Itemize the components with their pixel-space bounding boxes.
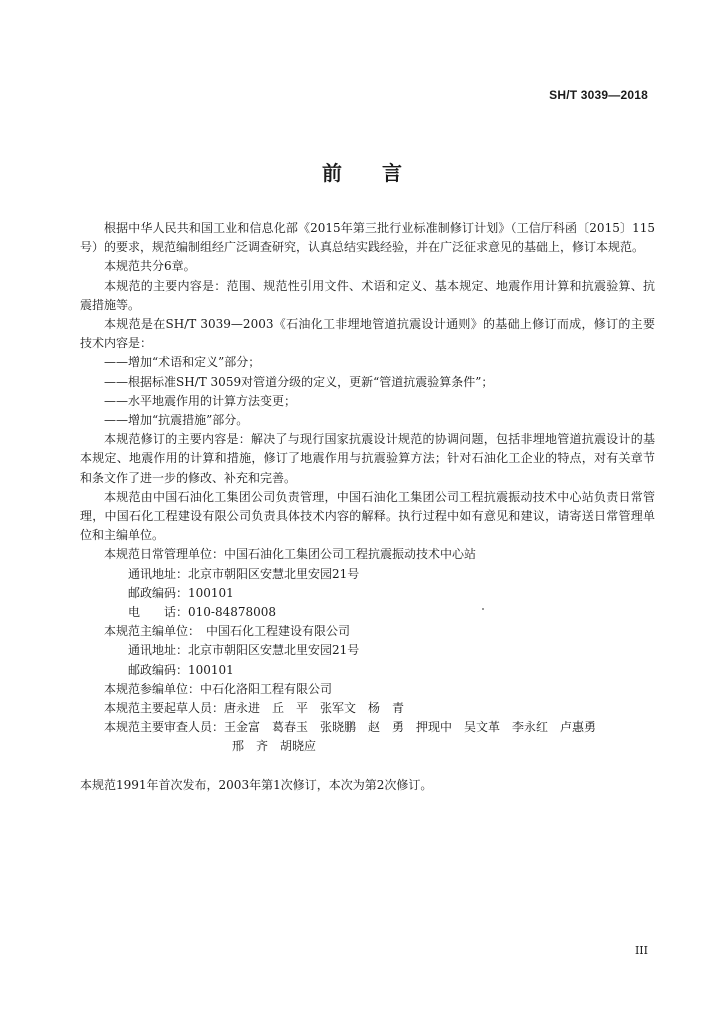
main-reviewers-continued: 邢 齐 胡晓应 bbox=[232, 739, 317, 754]
revision-item: ——增加“术语和定义”部分； bbox=[104, 355, 261, 370]
chief-address: 通讯地址：北京市朝阳区安慧北里安园21号 bbox=[128, 643, 360, 658]
release-note: 本规范1991年首次发布，2003年第1次修订，本次为第2次修订。 bbox=[80, 777, 433, 792]
daily-management-unit: 本规范日常管理单位：中国石油化工集团公司工程抗震振动技术中心站 bbox=[104, 547, 477, 562]
paragraph-scope: 本规范的主要内容是：范围、规范性引用文件、术语和定义、基本规定、地震作用计算和抗震验算、抗震措施等。 bbox=[80, 278, 655, 312]
title-char-2: 言 bbox=[382, 161, 402, 185]
title-char-1: 前 bbox=[322, 161, 342, 185]
main-reviewers: 本规范主要审查人员：王金富 葛春玉 张晓鹏 赵 勇 押现中 吴文革 李永红 卢惠勇 bbox=[104, 720, 597, 735]
revision-item: ——水平地震作用的计算方法变更； bbox=[104, 393, 297, 408]
chief-postcode: 邮政编码：100101 bbox=[128, 662, 234, 677]
revision-item: ——增加“抗震措施”部分。 bbox=[104, 413, 249, 428]
standard-code: SH/T 3039—2018 bbox=[549, 88, 648, 102]
chief-editor-unit: 本规范主编单位： 中国石化工程建设有限公司 bbox=[104, 624, 351, 639]
paragraph-chapters: 本规范共分6章。 bbox=[104, 259, 196, 274]
paragraph-main-content: 本规范修订的主要内容是：解决了与现行国家抗震设计规范的协调问题，包括非埋地管道抗震设计的基本规定、地震作用的计算和措施，修订了地震作用与抗震验算方法；针对石油化工企业的特点，对有关章节和条文作了进一步的修改、补充和完善。 bbox=[80, 432, 655, 485]
page-title bbox=[0, 157, 724, 186]
paragraph-management: 本规范由中国石油化工集团公司负责管理，中国石油化工集团公司工程抗震振动技术中心站负责日常管理，中国石化工程建设有限公司负责具体技术内容的解释。执行过程中如有意见和建议，请寄送日常管理单位和主编单位。 bbox=[80, 489, 655, 543]
participating-unit: 本规范参编单位：中石化洛阳工程有限公司 bbox=[104, 681, 333, 696]
daily-postcode: 邮政编码：100101 bbox=[128, 585, 234, 600]
daily-address: 通讯地址：北京市朝阳区安慧北里安园21号 bbox=[128, 566, 360, 581]
foreword-body bbox=[80, 219, 655, 795]
page-number: III bbox=[634, 944, 648, 957]
paragraph-basis: 根据中华人民共和国工业和信息化部《2015年第三批行业标准制修订计划》（工信厅科函〔2015〕115号）的要求，规范编制组经广泛调查研究，认真总结实践经验，并在广泛征求意见的基础上，修订本规范。 bbox=[80, 221, 655, 255]
scan-speck bbox=[482, 608, 484, 610]
daily-phone: 电 话：010-84878008 bbox=[128, 605, 277, 620]
paragraph-revision: 本规范是在SH/T 3039—2003《石油化工非埋地管道抗震设计通则》的基础上修订而成，修订的主要技术内容是： bbox=[80, 317, 655, 351]
revision-item: ——根据标准SH/T 3059对管道分级的定义，更新“管道抗震验算条件”； bbox=[104, 374, 494, 389]
main-drafters: 本规范主要起草人员：唐永进 丘 平 张军文 杨 青 bbox=[104, 701, 405, 716]
